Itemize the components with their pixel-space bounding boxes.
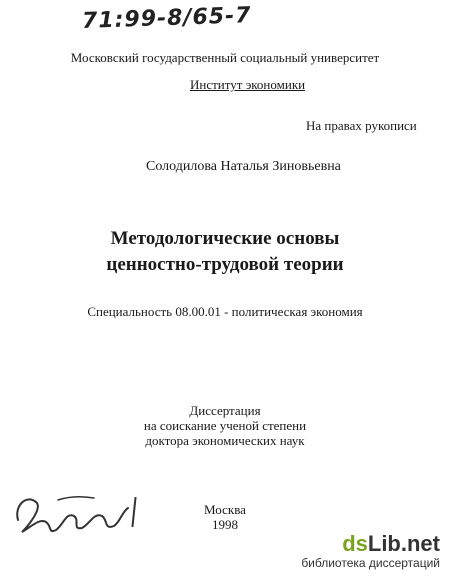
author-name: Солодилова Наталья Зиновьевна bbox=[146, 159, 341, 174]
dissertation-label: Диссертация bbox=[189, 403, 261, 418]
dslib-logo: dsLib.net bbox=[342, 531, 440, 556]
dslib-watermark bbox=[301, 532, 440, 570]
title-line-1: Методологические основы bbox=[110, 228, 340, 249]
dslib-subtitle: библиотека диссертаций bbox=[301, 556, 440, 570]
university-name: Московский государственный социальный университет bbox=[70, 50, 380, 65]
degree-line-1: на соискание ученой степени bbox=[143, 418, 307, 433]
degree-line-2: доктора экономических наук bbox=[145, 433, 305, 448]
specialty-line: Специальность 08.00.01 - политическая экономия bbox=[87, 304, 363, 319]
institute-name: Институт экономики bbox=[190, 77, 306, 92]
city-year-block bbox=[0, 502, 450, 532]
city: Москва bbox=[204, 502, 246, 517]
dissertation-title bbox=[0, 226, 450, 278]
title-line-2: ценностно-трудовой теории bbox=[106, 254, 344, 275]
manuscript-rights-note: На правах рукописи bbox=[306, 118, 417, 133]
handwritten-archive-number: 71:99-8/65-7 bbox=[81, 3, 252, 34]
year: 1998 bbox=[212, 517, 238, 532]
dissertation-degree-block bbox=[0, 403, 450, 448]
